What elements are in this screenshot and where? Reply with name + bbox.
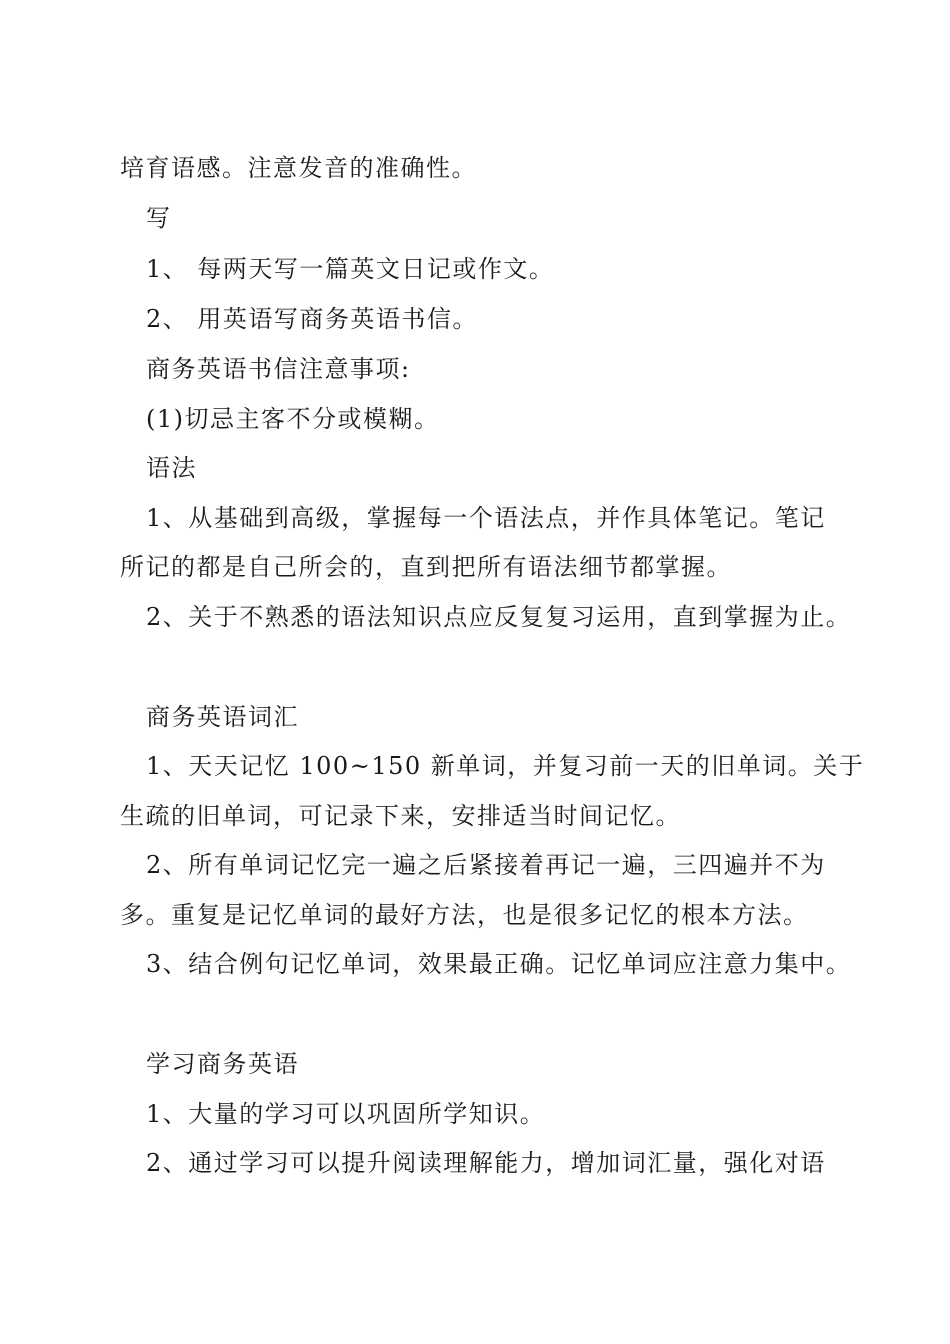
section-heading-vocabulary: 商务英语词汇 xyxy=(146,703,299,731)
list-item: 2、 用英语写商务英语书信。 xyxy=(146,305,478,333)
paragraph-line: 商务英语书信注意事项: xyxy=(146,355,411,383)
list-item: 2、所有单词记忆完一遍之后紧接着再记一遍，三四遍并不为 xyxy=(146,851,826,879)
list-item: 2、通过学习可以提升阅读理解能力，增加词汇量，强化对语 xyxy=(146,1149,826,1177)
section-heading-grammar: 语法 xyxy=(146,454,197,482)
list-item: (1)切忌主客不分或模糊。 xyxy=(146,405,440,433)
paragraph-line: 所记的都是自己所会的，直到把所有语法细节都掌握。 xyxy=(120,553,732,581)
list-item: 1、大量的学习可以巩固所学知识。 xyxy=(146,1100,546,1128)
list-item: 1、 每两天写一篇英文日记或作文。 xyxy=(146,255,555,283)
paragraph-line: 生疏的旧单词，可记录下来，安排适当时间记忆。 xyxy=(120,802,681,830)
section-heading-writing: 写 xyxy=(146,204,172,232)
list-item: 2、关于不熟悉的语法知识点应反复复习运用，直到掌握为止。 xyxy=(146,603,852,631)
list-item: 3、结合例句记忆单词，效果最正确。记忆单词应注意力集中。 xyxy=(146,950,852,978)
list-item: 1、从基础到高级，掌握每一个语法点，并作具体笔记。笔记 xyxy=(146,504,826,532)
section-heading-study: 学习商务英语 xyxy=(146,1050,299,1078)
list-item: 1、天天记忆 100~150 新单词，并复习前一天的旧单词。关于 xyxy=(146,752,865,780)
paragraph-line: 培育语感。注意发音的准确性。 xyxy=(120,154,477,182)
paragraph-line: 多。重复是记忆单词的最好方法，也是很多记忆的根本方法。 xyxy=(120,901,809,929)
